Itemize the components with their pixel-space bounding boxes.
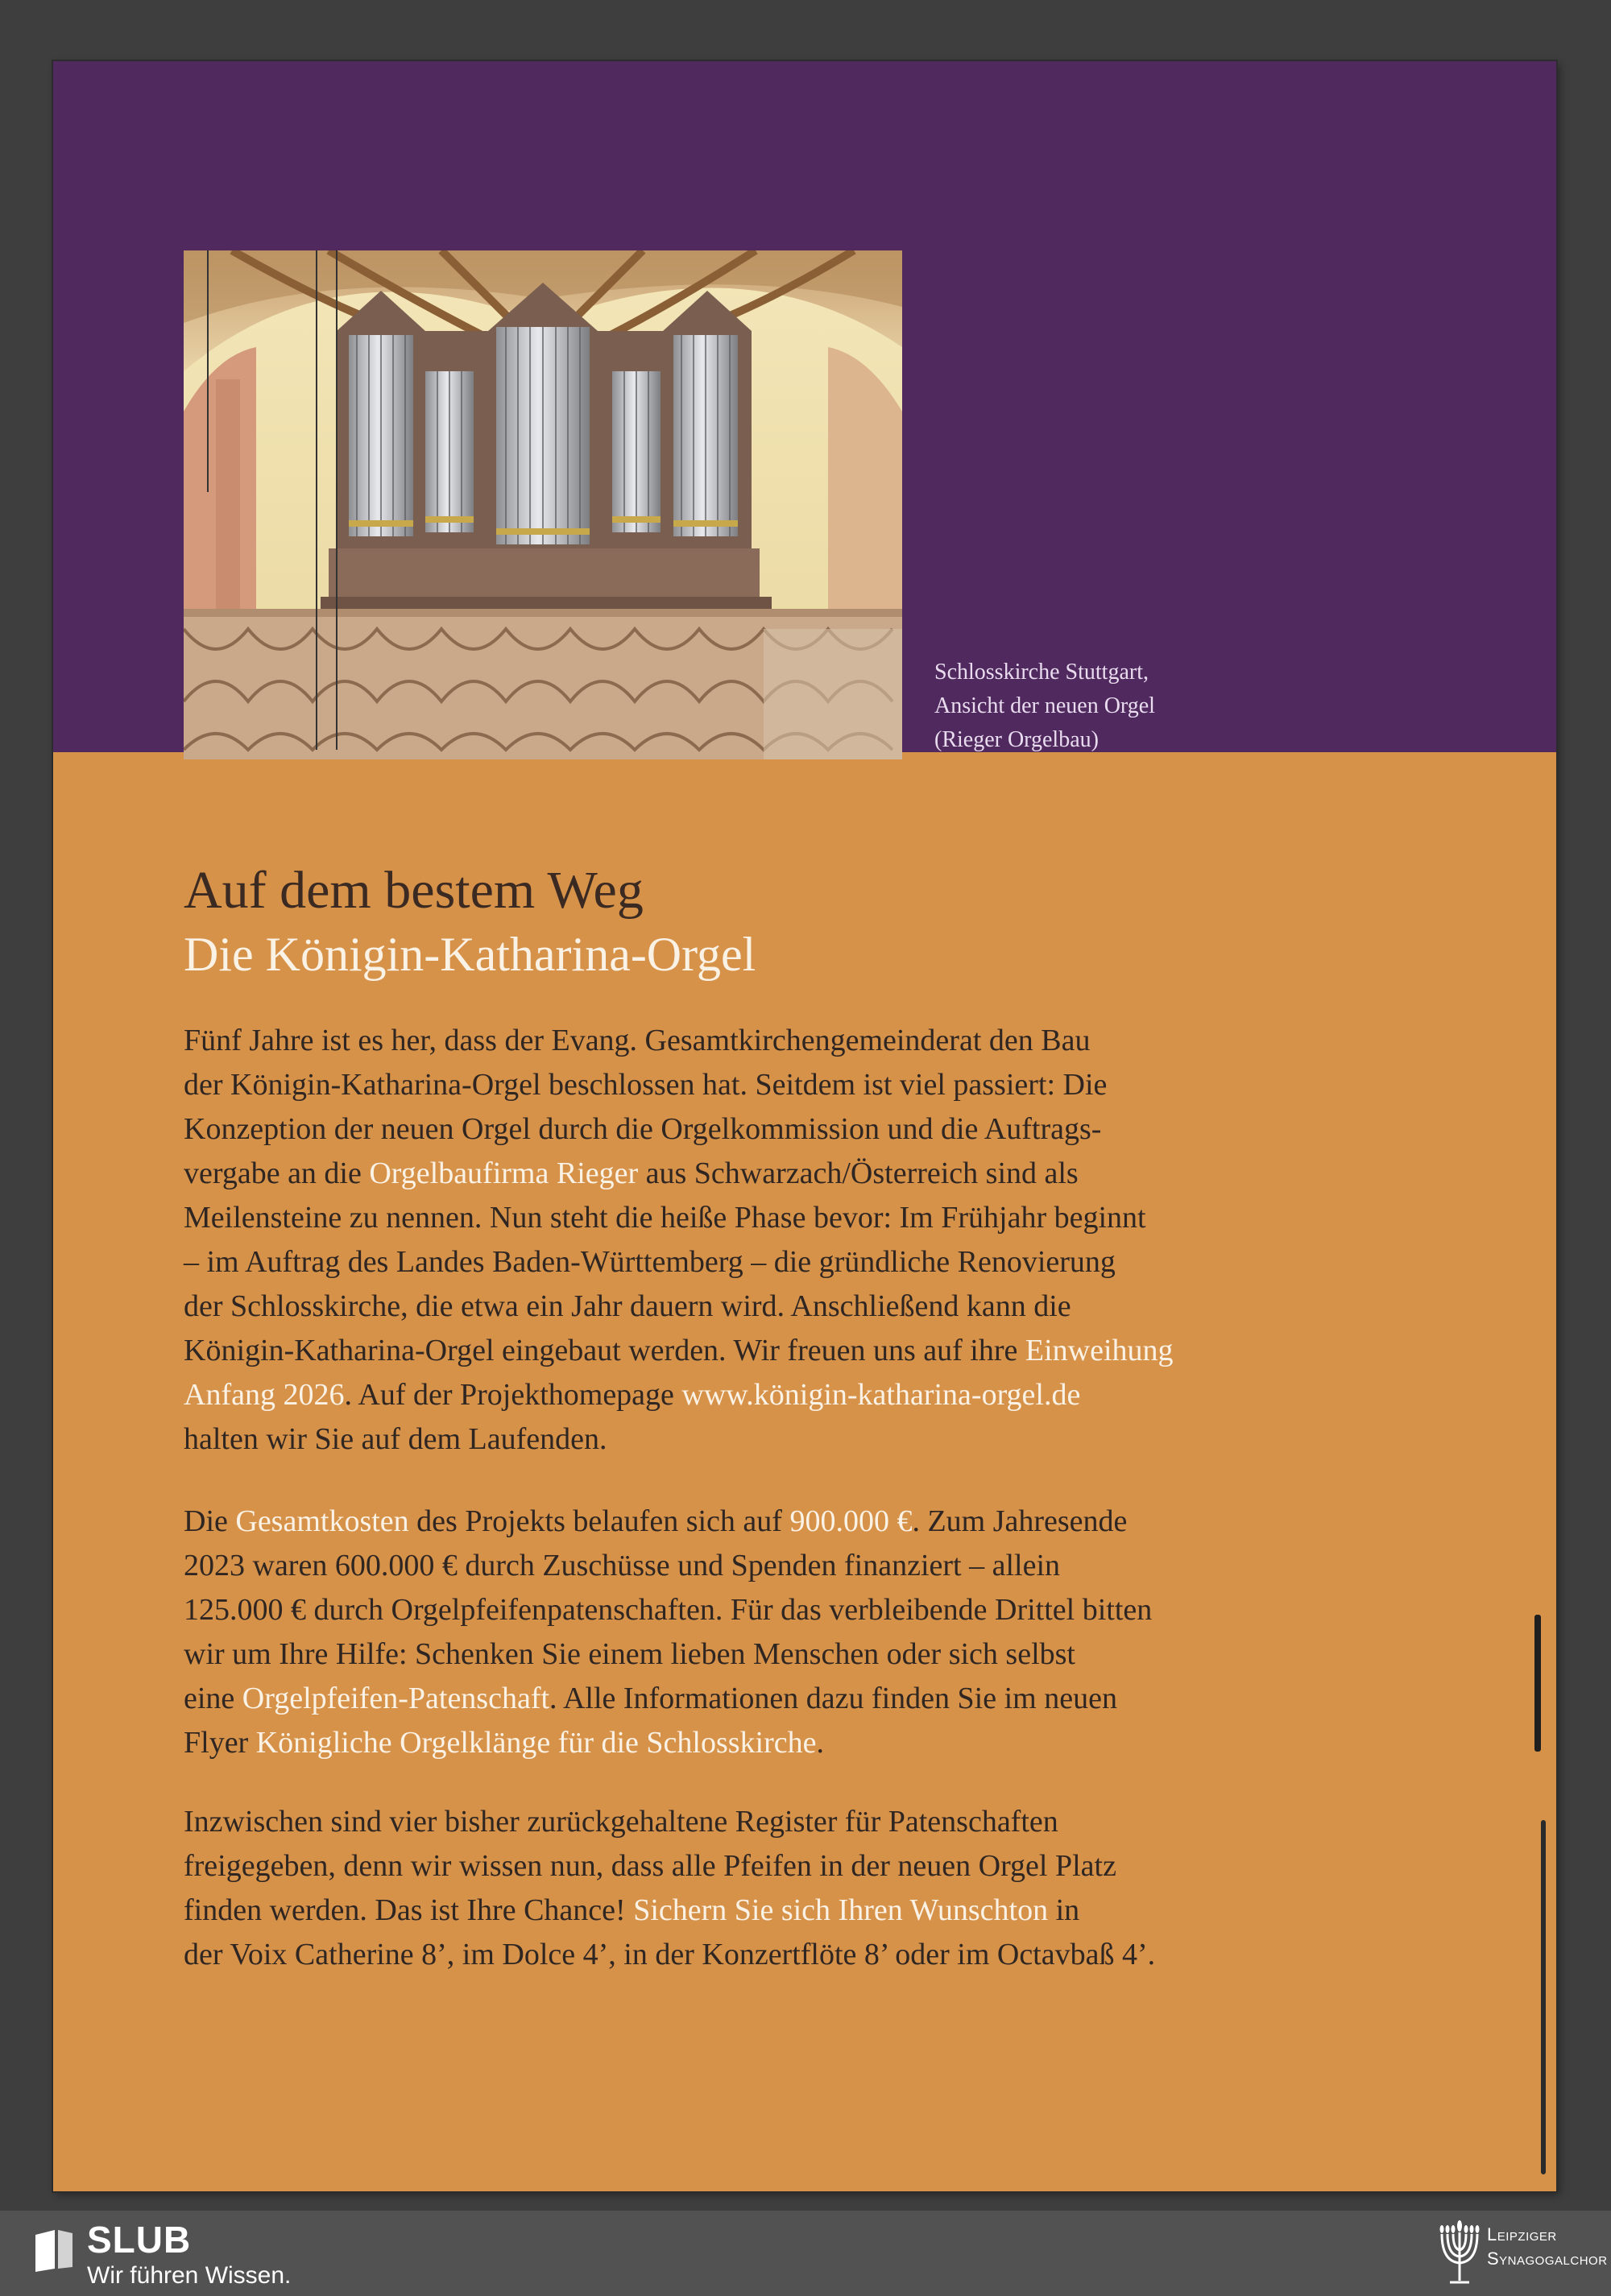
- text-segment: halten wir Sie auf dem Laufenden.: [184, 1422, 607, 1456]
- headline: Auf dem bestem Weg: [184, 861, 644, 920]
- partner-name: [1487, 2223, 1608, 2271]
- text-segment: vergabe an die: [184, 1156, 370, 1190]
- text-line: [184, 1889, 1505, 1933]
- text-line: [184, 1544, 1505, 1588]
- caption-line: Schlosskirche Stuttgart,: [934, 660, 1149, 685]
- text-line: [184, 1152, 1505, 1196]
- text-segment: Inzwischen sind vier bisher zurückgehaltene Register für Patenschaften: [184, 1805, 1058, 1839]
- binding-edge: [1534, 1615, 1541, 1752]
- photo-caption: [934, 656, 1418, 757]
- text-segment: finden werden. Das ist Ihre Chance!: [184, 1893, 634, 1927]
- text-line: [184, 1632, 1505, 1677]
- text-line: [184, 1240, 1505, 1285]
- slub-logo-icon: [31, 2227, 77, 2273]
- text-segment: Konzeption der neuen Orgel durch die Orgelkommission und die Auftrags-: [184, 1112, 1102, 1146]
- highlighted-phrase: Einweihung: [1025, 1334, 1174, 1367]
- text-line: [184, 1933, 1505, 1977]
- text-segment: des Projekts belaufen sich auf: [408, 1504, 790, 1538]
- partner-line: Leipziger: [1487, 2224, 1557, 2244]
- highlighted-phrase: 900.000 €: [789, 1504, 913, 1538]
- highlighted-phrase: Orgelpfeifen-Patenschaft: [242, 1682, 550, 1715]
- highlighted-phrase: www.königin-katharina-orgel.de: [681, 1378, 1081, 1412]
- paragraph-registers: [184, 1800, 1505, 1977]
- text-line: [184, 1063, 1505, 1107]
- highlighted-phrase: Gesamtkosten: [235, 1504, 409, 1538]
- text-segment: . Alle Informationen dazu finden Sie im neuen: [549, 1682, 1117, 1715]
- text-segment: . Auf der Projekthomepage: [344, 1378, 682, 1412]
- text-segment: aus Schwarzach/Österreich sind als: [638, 1156, 1079, 1190]
- text-line: [184, 1800, 1505, 1844]
- library-name: SLUB: [87, 2219, 192, 2261]
- text-segment: der Voix Catherine 8’, im Dolce 4’, in der Konzertflöte 8’ oder im Octavbaß 4’.: [184, 1938, 1156, 1971]
- organ-illustration: [184, 250, 902, 759]
- text-segment: . Zum Jahresende: [912, 1504, 1128, 1538]
- highlighted-phrase: Sichern Sie sich Ihren Wunschton: [633, 1893, 1049, 1927]
- text-line: [184, 1107, 1505, 1152]
- text-line: [184, 1844, 1505, 1889]
- text-segment: Königin-Katharina-Orgel eingebaut werden. Wir freuen uns auf ihre: [184, 1334, 1025, 1367]
- text-line: [184, 1500, 1505, 1544]
- text-segment: Flyer: [184, 1726, 256, 1760]
- highlighted-phrase: Orgelbaufirma Rieger: [369, 1156, 639, 1190]
- binding-edge: [1541, 1820, 1546, 2174]
- text-line: [184, 1721, 1505, 1765]
- text-segment: – im Auftrag des Landes Baden-Württemberg – die gründliche Renovierung: [184, 1245, 1116, 1279]
- caption-line: (Rieger Orgelbau): [934, 727, 1099, 752]
- menorah-icon: [1435, 2216, 1484, 2292]
- partner-line: Synagogalchor: [1487, 2248, 1608, 2269]
- text-segment: in: [1048, 1893, 1080, 1927]
- subheadline: Die Königin-Katharina-Orgel: [184, 928, 756, 981]
- library-tagline: Wir führen Wissen.: [87, 2262, 292, 2289]
- organ-photo: [184, 250, 902, 759]
- text-segment: der Königin-Katharina-Orgel beschlossen hat. Seitdem ist viel passiert: Die: [184, 1068, 1108, 1102]
- text-line: [184, 1588, 1505, 1632]
- text-segment: der Schlosskirche, die etwa ein Jahr dauern wird. Anschließend kann die: [184, 1289, 1071, 1323]
- text-line: [184, 1677, 1505, 1721]
- text-segment: 2023 waren 600.000 € durch Zuschüsse und Spenden finanziert – allein: [184, 1549, 1061, 1582]
- brochure-page: [53, 61, 1556, 2191]
- text-line: [184, 1329, 1505, 1373]
- text-line: [184, 1373, 1505, 1417]
- text-segment: .: [816, 1726, 825, 1760]
- highlighted-phrase: Königliche Orgelklänge für die Schlosskirche: [255, 1726, 817, 1760]
- caption-line: Ansicht der neuen Orgel: [934, 693, 1155, 718]
- text-segment: Die: [184, 1504, 236, 1538]
- text-segment: 125.000 € durch Orgelpfeifenpatenschaften. Für das verbleibende Drittel bitten: [184, 1593, 1153, 1627]
- text-segment: wir um Ihre Hilfe: Schenken Sie einem lieben Menschen oder sich selbst: [184, 1637, 1075, 1671]
- paragraph-intro: [184, 1019, 1505, 1462]
- text-line: [184, 1417, 1505, 1462]
- text-line: [184, 1196, 1505, 1240]
- text-line: [184, 1285, 1505, 1329]
- text-line: [184, 1019, 1505, 1063]
- text-segment: Fünf Jahre ist es her, dass der Evang. Gesamtkirchengemeinderat den Bau: [184, 1024, 1091, 1057]
- text-segment: eine: [184, 1682, 242, 1715]
- paragraph-costs: [184, 1500, 1505, 1765]
- text-segment: freigegeben, denn wir wissen nun, dass alle Pfeifen in der neuen Orgel Platz: [184, 1849, 1116, 1883]
- text-segment: Meilensteine zu nennen. Nun steht die heiße Phase bevor: Im Frühjahr beginnt: [184, 1201, 1146, 1235]
- highlighted-phrase: Anfang 2026: [184, 1378, 345, 1412]
